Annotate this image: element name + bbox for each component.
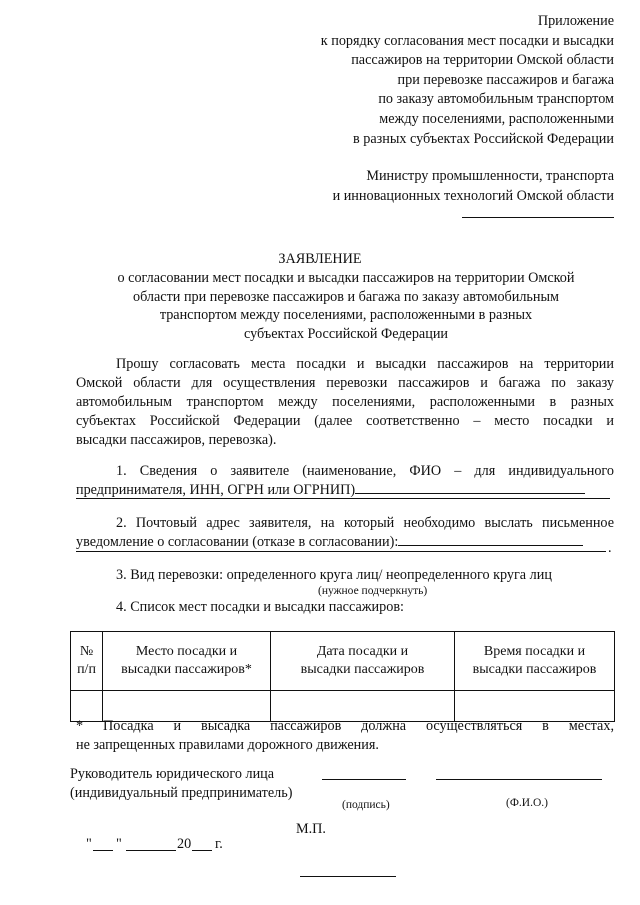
item-postal-address (76, 514, 614, 552)
header-place-l1: Место посадки и (135, 644, 238, 659)
date-open-quote: " (86, 836, 92, 852)
header-time (455, 632, 615, 691)
footnote (76, 717, 614, 755)
subtitle-line: транспортом между поселениями, расположенными в разных (159, 307, 533, 323)
item2-label: уведомление о согласовании (отказе в согласовании): (76, 534, 399, 550)
footnote-line1: * Посадка и высадка пассажиров должна осуществляться в местах, (76, 718, 614, 734)
item2-line2 (76, 533, 614, 552)
table-header-row (71, 632, 615, 691)
header-time-l2: высадки пассажиров (472, 662, 597, 677)
signature-caption: (подпись) (342, 799, 390, 811)
postal-address-blank[interactable] (398, 533, 583, 546)
signature-blank[interactable] (322, 779, 406, 780)
appendix-line: к порядку согласования мест посадки и высадки (320, 32, 614, 49)
header-place (103, 632, 271, 691)
intro-line: Прошу согласовать места посадки и высадки пассажиров на территории (116, 356, 614, 372)
subtitle-line: области при перевозке пассажиров и багажа по заказу автомобильным (132, 288, 560, 305)
date-year-prefix: 20 (177, 836, 192, 852)
signer-title-line2: (индивидуальный предприниматель) (70, 785, 293, 801)
date-year-suffix: г. (215, 836, 223, 852)
item-applicant-info (76, 462, 614, 500)
postal-address-blank-2[interactable] (76, 551, 606, 552)
appendix-line: пассажиров на территории Омской области (351, 52, 614, 69)
date-year-blank[interactable] (192, 850, 212, 851)
intro-paragraph (76, 355, 614, 450)
appendix-line: в разных субъектах Российской Федерации (352, 130, 614, 147)
date-month-blank[interactable] (126, 850, 176, 851)
header-number-pp: п/п (77, 662, 96, 677)
item-places-list: 4. Список мест посадки и высадки пассажиров: (116, 599, 404, 615)
header-number (71, 632, 103, 691)
applicant-info-blank-2[interactable] (76, 498, 610, 499)
intro-line: автомобильным транспортом между поселениями, расположенными в разных (76, 394, 614, 410)
addressee-line: и инновационных технологий Омской области (332, 188, 614, 204)
header-time-l1: Время посадки и (483, 644, 586, 659)
full-name-caption: (Ф.И.О.) (506, 797, 548, 809)
item3-hint: (нужное подчеркнуть) (318, 585, 428, 597)
period-mark: . (608, 540, 612, 556)
signer-title-line1: Руководитель юридического лица (70, 766, 275, 782)
document-title: ЗАЯВЛЕНИЕ (278, 251, 362, 267)
addressee-block (333, 166, 614, 206)
full-name-blank[interactable] (436, 779, 602, 780)
header-date-l2: высадки пассажиров (300, 662, 425, 677)
appendix-line: при перевозке пассажиров и багажа (397, 71, 614, 88)
appendix-line: Приложение (537, 13, 614, 29)
places-table (70, 631, 615, 722)
appendix-line: по заказу автомобильным транспортом (378, 91, 614, 108)
header-number-sign: № (79, 644, 94, 659)
date-close-quote: " (116, 836, 122, 852)
item2-line1: 2. Почтовый адрес заявителя, на который необходимо выслать письменное (116, 515, 614, 531)
intro-line: высадки пассажиров, перевозка). (76, 432, 277, 448)
subtitle-line: субъектах Российской Федерации (244, 325, 448, 342)
stamp-label: М.П. (296, 821, 326, 837)
intro-line: субъектах Российской Федерации (далее соответственно – место посадки и (76, 413, 614, 429)
appendix-header (321, 12, 614, 149)
bottom-blank-line (300, 876, 396, 877)
addressee-line: Министру промышленности, транспорта (366, 168, 614, 184)
intro-line: Омской области для осуществления перевозки пассажиров и багажа по заказу (76, 375, 614, 391)
footnote-line2: не запрещенных правилами дорожного движения. (76, 737, 379, 753)
header-place-l2: высадки пассажиров* (121, 662, 252, 677)
header-date (271, 632, 455, 691)
addressee-name-blank[interactable] (462, 217, 614, 218)
document-subtitle (96, 269, 596, 343)
item1-line1: 1. Сведения о заявителе (наименование, ФИО – для индивидуального (116, 463, 614, 479)
item-transport-type[interactable]: 3. Вид перевозки: определенного круга лиц/ неопределенного круга лиц (116, 567, 552, 583)
appendix-line: между поселениями, расположенными (379, 110, 614, 127)
date-day-blank[interactable] (93, 850, 113, 851)
header-date-l1: Дата посадки и (316, 644, 409, 659)
applicant-info-blank[interactable] (355, 481, 585, 494)
item1-label: предпринимателя, ИНН, ОГРН или ОГРНИП) (76, 482, 356, 498)
subtitle-line: о согласовании мест посадки и высадки пассажиров на территории Омской (117, 270, 575, 286)
